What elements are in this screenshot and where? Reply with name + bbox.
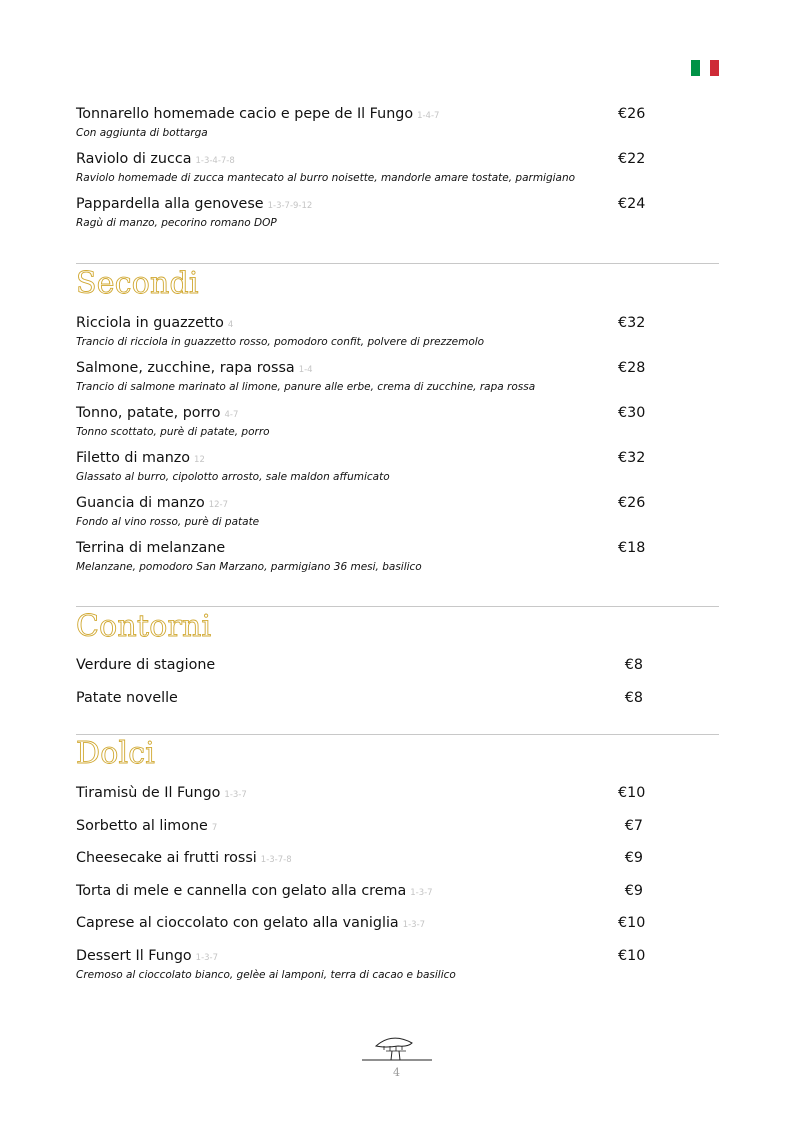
item-description: Con aggiunta di bottarga [76,127,208,139]
menu-item [76,494,719,529]
item-price: €32 [618,315,646,331]
item-allergens: 4-7 [224,410,239,420]
menu-item [76,817,719,837]
menu-item [76,539,719,574]
item-price: €10 [618,948,646,964]
item-name: Salmone, zucchine, rapa rossa [76,360,295,376]
section-title-dolci: Dolci [76,736,156,771]
item-name: Torta di mele e cannella con gelato alla crema [76,883,407,899]
item-description: Ragù di manzo, pecorino romano DOP [76,217,277,229]
section-divider [76,734,719,735]
item-price: €26 [618,495,646,511]
item-price: €18 [618,540,646,556]
item-name: Guancia di manzo [76,495,205,511]
page-number: 4 [393,1066,400,1079]
menu-item [76,359,719,394]
item-description: Trancio di salmone marinato al limone, panure alle erbe, crema di zucchine, rapa rossa [76,381,536,393]
menu-item [76,784,719,804]
item-price: €24 [618,196,646,212]
item-price: €9 [624,850,643,866]
item-name: Terrina di melanzane [76,540,226,556]
item-price: €9 [624,883,643,899]
menu-item [76,849,719,869]
item-name: Verdure di stagione [76,657,216,673]
item-allergens: 1-4-7 [417,111,440,121]
item-allergens: 1-3-7 [410,888,433,898]
item-price: €10 [618,915,646,931]
menu-item [76,404,719,439]
item-description: Trancio di ricciola in guazzetto rosso, pomodoro confit, polvere di prezzemolo [76,336,485,348]
section-divider [76,606,719,607]
item-name: Filetto di manzo [76,450,191,466]
item-name: Patate novelle [76,690,178,706]
item-name: Caprese al cioccolato con gelato alla vaniglia [76,915,399,931]
menu-item [76,195,719,230]
item-price: €32 [618,450,646,466]
item-description: Fondo al vino rosso, purè di patate [76,516,260,528]
menu-item [76,947,719,982]
item-price: €7 [624,818,643,834]
flag-stripe-red [710,60,719,76]
item-allergens: 1-3-4-7-8 [195,156,235,166]
menu-item [76,105,719,140]
flag-stripe-green [691,60,700,76]
item-name: Dessert Il Fungo [76,948,192,964]
item-allergens: 7 [211,823,218,833]
menu-item [76,914,719,934]
item-price: €22 [618,151,646,167]
mushroom-logo-icon [362,1034,432,1064]
item-description: Tonno scottato, purè di patate, porro [76,426,270,438]
menu-item [76,314,719,349]
section-divider [76,263,719,264]
item-name: Tonnarello homemade cacio e pepe de Il Fungo [76,106,414,122]
item-allergens: 12 [194,455,205,465]
item-name: Raviolo di zucca [76,151,192,167]
item-price: €10 [618,785,646,801]
item-allergens: 1-3-7 [224,790,247,800]
item-name: Pappardella alla genovese [76,196,264,212]
menu-item [76,449,719,484]
menu-item [76,656,719,674]
item-allergens: 1-3-7 [402,920,426,930]
item-price: €28 [618,360,646,376]
item-name: Ricciola in guazzetto [76,315,224,331]
item-allergens: 4 [227,320,234,330]
item-price: €30 [618,405,646,421]
item-price: €26 [618,106,646,122]
item-description: Glassato al burro, cipolotto arrosto, sale maldon affumicato [76,471,390,483]
menu-item [76,150,719,185]
menu-item [76,882,719,902]
item-name: Tonno, patate, porro [76,405,221,421]
item-description: Raviolo homemade di zucca mantecato al burro noisette, mandorle amare tostate, parmigiano [76,172,576,184]
item-description: Melanzane, pomodoro San Marzano, parmigiano 36 mesi, basilico [76,561,422,573]
italian-flag-icon[interactable] [691,60,719,76]
item-name: Sorbetto al limone [76,818,208,834]
item-name: Cheesecake ai frutti rossi [76,850,257,866]
item-name: Tiramisù de Il Fungo [76,785,221,801]
section-title-secondi: Secondi [76,266,199,301]
item-allergens: 12-7 [208,500,228,510]
item-price: €8 [624,690,643,706]
item-price: €8 [624,657,643,673]
item-allergens: 1-3-7-8 [260,855,292,865]
item-allergens: 1-3-7 [195,953,219,963]
item-allergens: 1-3-7-9-12 [267,201,313,211]
flag-stripe-white [700,60,709,76]
item-description: Cremoso al cioccolato bianco, gelèe ai lamponi, terra di cacao e basilico [76,969,456,981]
section-title-contorni: Contorni [76,609,212,644]
item-allergens: 1-4 [298,365,313,375]
menu-item [76,689,719,707]
